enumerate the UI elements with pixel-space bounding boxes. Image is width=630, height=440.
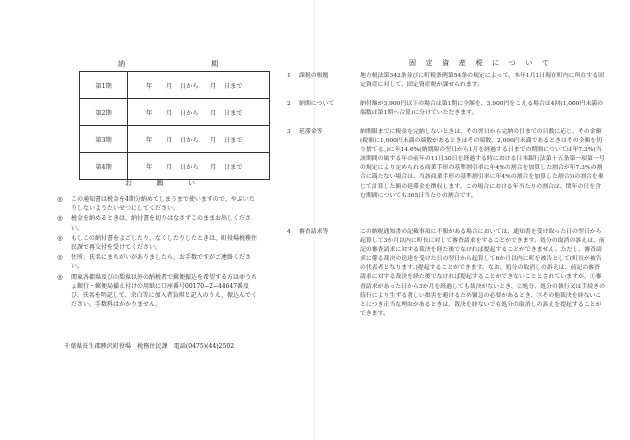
tax-item <box>287 128 607 228</box>
note-text: 税金を納めるときは、納付書を切りはなさずこのままお出しください。 <box>71 215 252 232</box>
note-text: 関東各都県及び山梨県以外の納税者で郵便振込を希望する方はゆうちょ銀行・郵便局備え付けの用紙に口座番号00170−2−44647番及び、氏名を明記して、余白等に加入者負担と記入のうえ、振込んでください。手数料はかかりません。 <box>71 273 258 309</box>
item-number: 3 <box>287 129 291 135</box>
note-text: この通知書は税金を4期分納めてしまうまで使いますので、やぶいたりしないようたいせつにしてください。 <box>71 196 255 213</box>
bullet-mark: ◎ <box>57 195 63 203</box>
tax-item <box>287 72 607 100</box>
fixed-asset-tax-heading: 固 定 資 産 税 に つ い て <box>409 59 549 67</box>
item-body: この納税通知書の記載事項に不服がある場合においては、通知書を受け取った日の翌日から起算して3か月以内に町長に対して審査請求をすることができます。処分の取消の訴えは、前記の審査請求に対する裁決を経た後でなければ提起することができません。ただし、審査請求に係る裁決の送達を受けた日の翌日から起算して6か月以内に町を被告として(町長が被告の代表者となります。)提起することができます。なお、処分の取消しの訴えは、前記の審査請求に対する裁決を経た後でなければ提起することができないこととされていますが、①審査請求があった日から3か月を経過しても裁決がないとき、②処分、処分の執行又は手続きの続行により生ずる著しい損害を避けるため緊急の必要があるとき、③その他裁決を経ないことにつき正当な理由があるときは、裁決を経ないでも処分の取消しの訴えを提起することができます。 <box>360 229 605 317</box>
item-number: 2 <box>287 101 291 107</box>
item-body: 地方税法第342条並びに町税条例第54条の規定によって、本年1月1日現在町内に所在する固定資産に対して、固定資産税が課せられます。 <box>360 73 605 89</box>
bullet-mark: ◎ <box>57 272 63 281</box>
period-row <box>80 99 270 126</box>
item-heading: 納期について <box>299 101 335 107</box>
bullet-mark: ◎ <box>57 214 63 223</box>
note-item <box>57 214 257 232</box>
item-body: 納付額が3,900円以下の場合は第1期に全額を、3,900円をこえる場合は4回(1,000円未満の端数は第1期へ合算)に分けていただきます。 <box>360 101 603 117</box>
item-number: 1 <box>287 73 291 79</box>
period-dates: 年 月 日から 月 日まで <box>128 72 270 99</box>
period-dates: 年 月 日から 月 日まで <box>128 126 270 153</box>
item-body: 納期限までに税金を完納しないときは、その翌日から完納の日までの日数に応じ、その金額(税額に1,000円未満の端数があるときはその端数、2,000円未満であるときはその全額を切り捨てる。)に年14.6%(納期限の翌日から1月を経過する日までの期間については年7.3%(当該期間の属する年の前年の11月30日を経過する時における日本銀行法第十五条第一項第一号の規定により定められる商業手形の基準割引率に年4%の割合を加算した割合が年7.3%の割合に満たない場合は、当該商業手形の基準割引率に年4%の割合を加算した割合))の割合を乗じて計算した額の延滞金を徴収します。この場合における年当たりの割合は、閏年の日を含む期間についても365日当たりの割合です。 <box>360 129 605 199</box>
tax-item <box>287 228 607 338</box>
note-text: 住所、氏名にまちがいがありましたら、お手数ですがご連絡ください。 <box>71 254 252 271</box>
period-label: 第4期 <box>80 153 128 180</box>
tax-item <box>287 100 607 128</box>
period-row <box>80 126 270 153</box>
request-heading: お 願 い <box>125 179 195 187</box>
item-number: 4 <box>287 229 291 235</box>
note-text: もしこの納付書をよごしたり、なくしたりしたときは、町役場税務住民課で再交付を受けてください。 <box>71 234 258 252</box>
period-label: 第1期 <box>80 72 128 99</box>
period-dates: 年 月 日から 月 日まで <box>128 99 270 126</box>
item-heading: 審査請求等 <box>299 229 329 235</box>
payment-period-table <box>79 71 270 180</box>
note-item <box>57 195 257 213</box>
bullet-mark: ◎ <box>57 253 63 262</box>
period-row <box>80 153 270 180</box>
note-item <box>57 234 257 252</box>
bullet-mark: ◎ <box>57 233 63 242</box>
item-heading: 課税の根拠 <box>299 73 329 79</box>
note-item <box>57 253 257 271</box>
period-label: 第3期 <box>80 126 128 153</box>
item-heading: 延滞金等 <box>299 129 323 135</box>
period-label: 第2期 <box>80 99 128 126</box>
period-row <box>80 72 270 99</box>
note-item <box>57 273 257 310</box>
period-dates: 年 月 日から 月 日まで <box>128 153 270 180</box>
payment-period-heading: 納 期 <box>118 60 218 68</box>
issuer-footer: 千葉県長生郡睦沢町役場 税務住民課 電話(0475)(44)2502 <box>64 343 235 350</box>
request-notes <box>57 195 257 310</box>
